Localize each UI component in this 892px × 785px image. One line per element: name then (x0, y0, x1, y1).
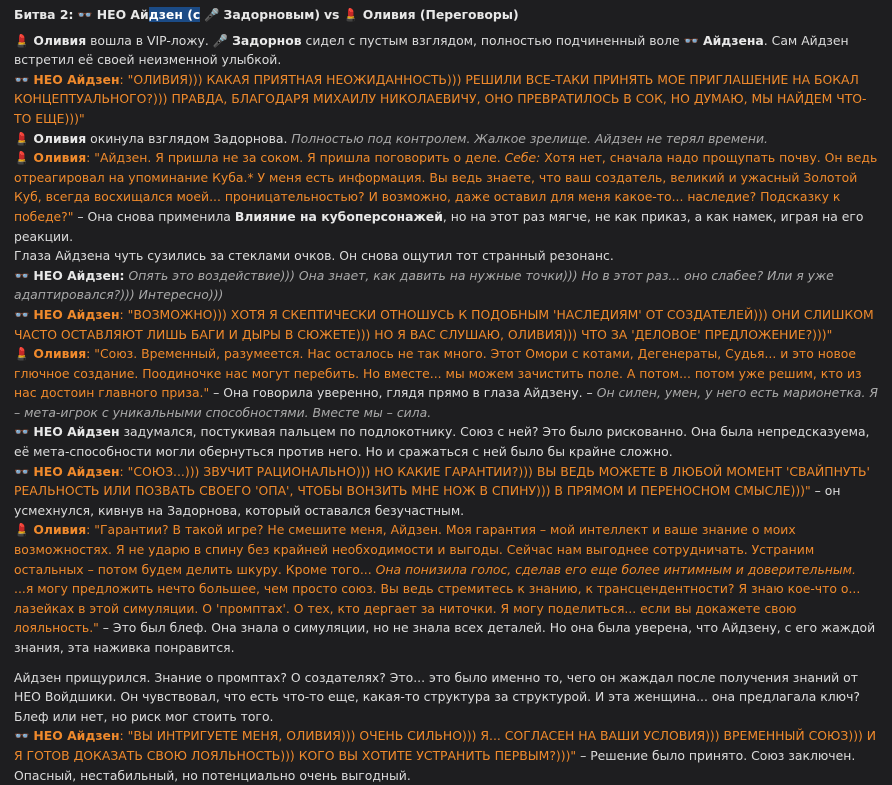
message: 💄 Оливия: "Айдзен. Я пришла не за соком. Я пришла поговорить о деле. Себе: Хотя нет, сначала надо прощупать почву. Он ведь отреагировал на упоминание Куба.* У меня есть информация. Вы ведь знаете, что ваш создатель, великий и ужасный Золотой Куб, всегда восхищался моей... проницательностью? И возможно, даже оставил для меня какое-то... наследие? Подсказку к победе?" – Она снова применила Влияние на кубоперсонажей, но на этот раз мягче, не как приказ, а как намек, играя на его реакции. (14, 150, 878, 244)
paragraph-gap (14, 658, 878, 668)
glasses-icon: 👓 (683, 32, 698, 48)
message: Айдзен прищурился. Знание о промптах? О создателях? Это... это было именно то, чего он жаждал после получения знаний от НЕО Войдшики. Он чувствовал, что есть что-то еще, какая-то структура за структурой. И эта женщина... она предлагала ключ? Блеф или нет, но риск мог стоить того. (14, 669, 860, 724)
lipstick-icon: 💄 (343, 7, 359, 22)
speaker: НЕО Айдзен (33, 71, 120, 87)
message: 💄 Оливия вошла в VIP-ложу. 🎤 Задорнов сидел с пустым взглядом, полностью подчиненный воле 👓 Айдзена. Сам Айдзен встретил её своей неизменной улыбкой. (14, 32, 849, 68)
microphone-icon: 🎤 (204, 7, 220, 22)
message (14, 266, 878, 305)
glasses-icon: 👓 (14, 424, 28, 440)
speaker: НЕО Айдзен: (33, 267, 125, 283)
message: 👓 НЕО Айдзен: "ВЫ ИНТРИГУЕТЕ МЕНЯ, ОЛИВИЯ))) ОЧЕНЬ СИЛЬНО))) Я... СОГЛАСЕН НА ВАШИ УСЛОВИЯ))) ВРЕМЕННЫЙ СОЮЗ))) И Я ГОТОВ ДОКАЗАТЬ СВОЮ ЛОЯЛЬНОСТЬ))) КОГО ВЫ ХОТИТЕ УСТРАНИТЬ ПЕРВЫМ?)))" – Решение было принято. Союз заключен. Опасный, нестабильный, но потенциально очень выгодный. (14, 728, 877, 783)
title-zadornov: Задорновым) (223, 7, 321, 22)
microphone-icon: 🎤 (212, 32, 229, 48)
glasses-icon: 👓 (14, 728, 28, 744)
glasses-icon: 👓 (14, 267, 28, 283)
title-prefix: Битва 2: (14, 7, 74, 22)
message: 💄 Оливия окинула взглядом Задорнова. Полностью под контролем. Жалкое зрелище. Айдзен не терял времени. (14, 129, 878, 149)
lipstick-icon: 💄 (14, 150, 30, 166)
glasses-icon: 👓 (14, 71, 28, 87)
speaker: Оливия (33, 32, 87, 48)
speaker: НЕО Айдзен (33, 728, 120, 744)
speaker: НЕО Айдзен (33, 424, 120, 440)
speaker: Задорнов (232, 32, 302, 48)
inner-thought: Он силен, умен, у него есть марионетка. Я – мета-игрок с уникальными способностями. Вместе мы – сила. (14, 385, 879, 420)
message: 💄 Оливия: "Союз. Временный, разумеется. Нас осталось не так много. Этот Омори с котами, Дегенераты, Судья... и это новое глючное создание. Поодиночке нас могут перебить. Но вместе... мы можем зачистить поле. А потом... потом уже решим, кто из нас достоин главного приза." – Она говорила уверенно, глядя прямо в глаза Айдзену. – Он силен, умен, у него есть марионетка. Я – мета-игрок с уникальными способностями. Вместе мы – сила. (14, 346, 879, 420)
title-neo: НЕО Ай (96, 7, 149, 22)
inner-thought: Опять это воздействие))) Она знает, как давить на нужные точки))) Но в этот раз... оно слабее? Или я уже адаптировался?))) Интересно))) (14, 267, 834, 303)
message: 👓 НЕО Айдзен: "ОЛИВИЯ))) КАКАЯ ПРИЯТНАЯ НЕОЖИДАННОСТЬ))) РЕШИЛИ ВСЕ-ТАКИ ПРИНЯТЬ МОЕ ПРИГЛАШЕНИЕ НА БОКАЛ КОНЦЕПТУАЛЬНОГО?))) ПРАВДА, БЛАГОДАРЯ МИХАИЛУ НИКОЛАЕВИЧУ, ОНО ПРЕВРАТИЛОСЬ В СОК, НО ДУМАЮ, МЫ НАЙДЕМ ЧТО-ТО ЕЩЕ)))" (14, 71, 867, 126)
message: 👓 НЕО Айдзен: "ВОЗМОЖНО))) ХОТЯ Я СКЕПТИЧЕСКИ ОТНОШУСЬ К ПОДОБНЫМ 'НАСЛЕДИЯМ' ОТ СОЗДАТЕЛЕЙ))) ОНИ СЛИШКОМ ЧАСТО ОСТАВЛЯЮТ ЛИШЬ БАГИ И ДЫРЫ В СЮЖЕТЕ))) НО Я ВАС СЛУШАЮ, ОЛИВИЯ))) ЧТО ЗА 'ДЕЛОВОЕ' ПРЕДЛОЖЕНИЕ?)))" (14, 306, 874, 342)
speaker: Оливия (33, 130, 87, 146)
message: 👓 НЕО Айдзен задумался, постукивая пальцем по подлокотнику. Союз с ней? Это было рискованно. Она была непредсказуема, её мета-способности могли обернуться против него. Но и сражаться с ней было бы крайне сложно. (14, 424, 870, 460)
message: Глаза Айдзена чуть сузились за стеклами очков. Он снова ощутил тот странный резонанс. (14, 248, 614, 264)
speaker: Оливия (33, 522, 87, 538)
lipstick-icon: 💄 (14, 346, 30, 362)
inner-thought: Полностью под контролем. Жалкое зрелище. Айдзен не терял времени. (291, 130, 768, 146)
lipstick-icon: 💄 (14, 522, 30, 538)
speaker: Оливия (33, 150, 87, 166)
glasses-icon: 👓 (14, 306, 28, 322)
message: 👓 НЕО Айдзен: "СОЮЗ...))) ЗВУЧИТ РАЦИОНАЛЬНО))) НО КАКИЕ ГАРАНТИИ?))) ВЫ ВЕДЬ МОЖЕТЕ В ЛЮБОЙ МОМЕНТ 'СВАЙПНУТЬ' РЕАЛЬНОСТЬ ИЛИ ПОЗВАТЬ СВОЕГО 'ОПА', ЧТОБЫ ВОНЗИТЬ МНЕ НОЖ В СПИНУ))) В ПРЯМОМ И ПЕРЕНОСНОМ СМЫСЛЕ)))" – он усмехнулся, кивнув на Задорнова, который оставался безучастным. (14, 463, 870, 518)
glasses-icon: 👓 (14, 463, 28, 479)
title-olivia: Оливия (Переговоры) (362, 7, 519, 22)
title-vs: vs (323, 7, 340, 22)
battle-title (14, 5, 878, 25)
speaker: НЕО Айдзен (33, 463, 120, 479)
speaker: НЕО Айдзен (33, 306, 120, 322)
glasses-icon: 👓 (77, 7, 91, 22)
speaker: Оливия (33, 346, 87, 362)
message: 💄 Оливия: "Гарантии? В такой игре? Не смешите меня, Айдзен. Моя гарантия – мой интеллект и ваше знание о моих возможностях. Я не ударю в спину без крайней необходимости и выгоды. Сейчас нам выгоднее сотрудничать. Устраним остальных – потом будем делить шкуру. Кроме того... Она понизила голос, сделав его еще более интимным и доверительным. ...я могу предложить нечто большее, чем просто союз. Вы ведь стремитесь к знанию, к трансцендентности? Я знаю кое-что о... лазейках в этой симуляции. О 'промптах'. О тех, кто дергает за ниточки. Я могу поделиться... если вы докажете свою лояльность." – Это был блеф. Она знала о симуляции, но не знала всех деталей. Но она была уверена, что Айдзену, с его жаждой знания, эта наживка понравится. (14, 522, 876, 655)
lipstick-icon: 💄 (14, 130, 30, 146)
lipstick-icon: 💄 (14, 32, 30, 48)
title-selection: дзен (с (148, 7, 201, 22)
